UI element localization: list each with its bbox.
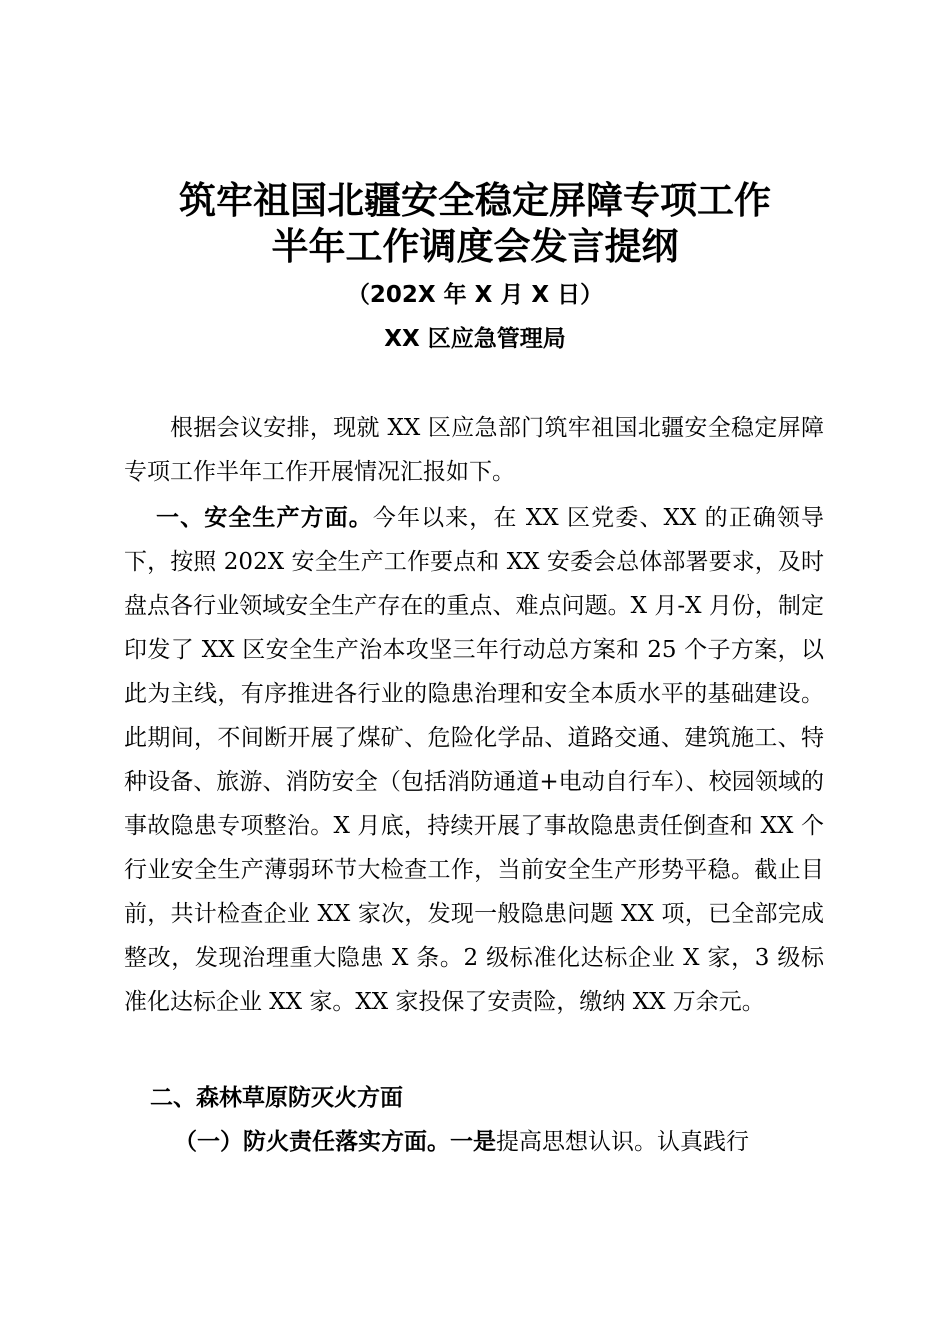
subsection-1-body: 提高思想认识。认真践行 — [496, 1129, 749, 1155]
document-date: （202X 年 X 月 X 日） — [346, 282, 604, 308]
document-title-line-2: 半年工作调度会发言提纲 — [271, 224, 679, 268]
subsection-1-paragraph — [174, 1120, 834, 1164]
section-2-heading: 二、森林草原防灭火方面 — [150, 1085, 403, 1111]
document-organization: XX 区应急管理局 — [384, 326, 566, 352]
subsection-1-lead: 一是 — [450, 1129, 496, 1155]
intro-paragraph: 根据会议安排，现就 XX 区应急部门筑牢祖国北疆安全稳定屏障专项工作半年工作开展情况汇报如下。 — [124, 415, 824, 485]
document-title-line-1: 筑牢祖国北疆安全稳定屏障专项工作 — [179, 178, 771, 222]
section-1-heading: 一、安全生产方面。 — [156, 505, 373, 531]
section-1-body: 今年以来，在 XX 区党委、XX 的正确领导下，按照 202X 安全生产工作要点和 XX 安委会总体部署要求，及时盘点各行业领域安全生产存在的重点、难点问题。X 月-X 月份，制定印发了 XX 区安全生产治本攻坚三年行动总方案和 25 个子方案，以此为主线，有序推进各行业的隐患治理和安全本质水平的基础建设。此期间，不间断开展了煤矿、危险化学品、道路交通、建筑施工、特种设备、旅游、消防安全（包括消防通道+电动自行车）、校园领域的事故隐患专项整治。X 月底，持续开展了事故隐患责任倒查和 XX 个行业安全生产薄弱环节大检查工作，当前安全生产形势平稳。截止目前，共计检查企业 XX 家次，发现一般隐患问题 XX 项，已全部完成整改，发现治理重大隐患 X 条。2 级标准化达标企业 X 家，3 级标准化达标企业 XX 家。XX 家投保了安责险，缴纳 XX 万余元。 — [124, 505, 824, 1015]
section-1-paragraph — [124, 496, 824, 1024]
subsection-1-heading: （一）防火责任落实方面。 — [174, 1129, 450, 1155]
